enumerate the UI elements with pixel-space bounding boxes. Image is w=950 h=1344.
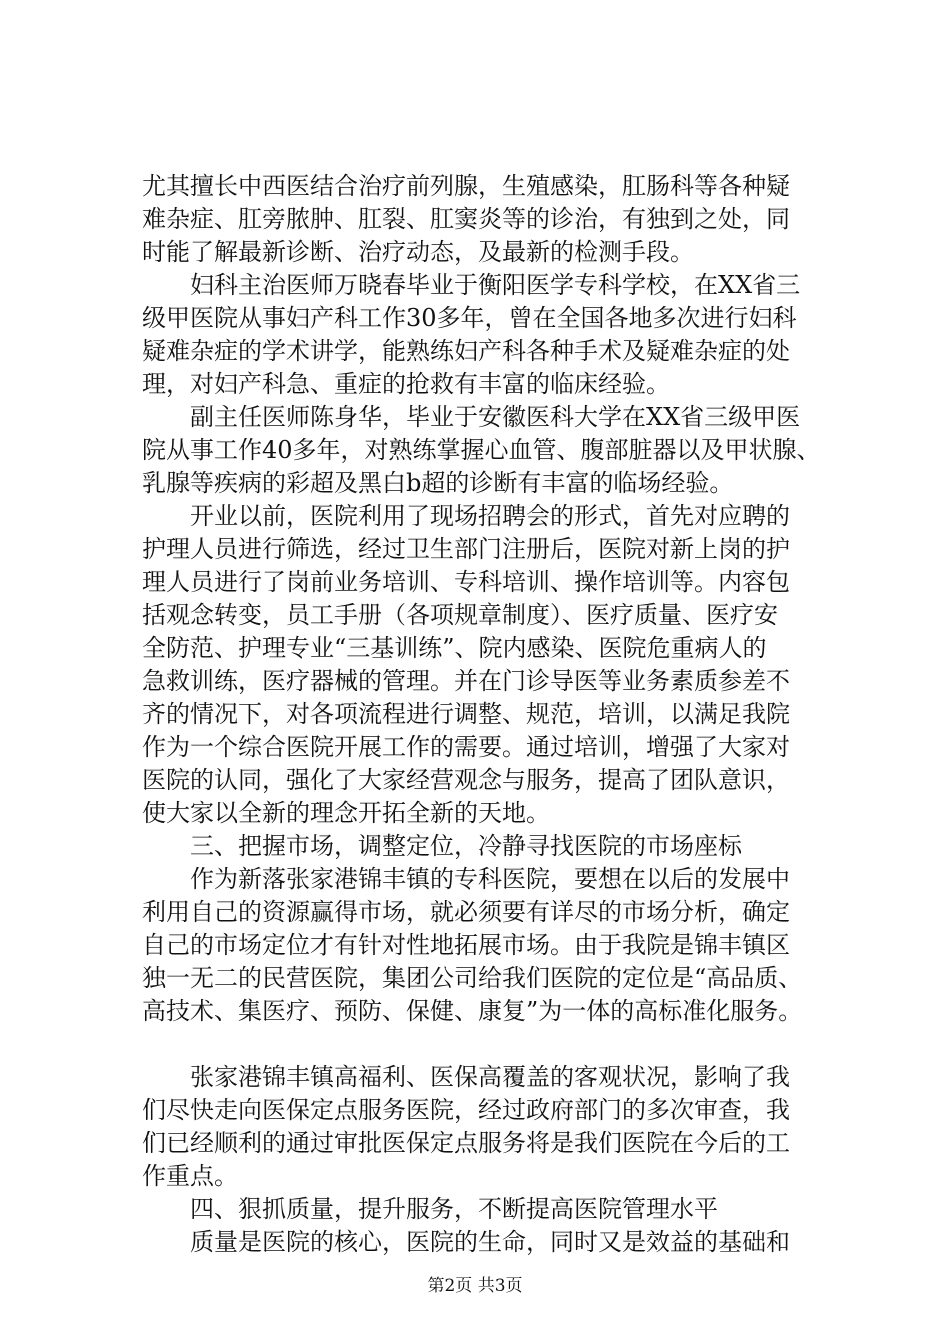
text-line: 护理人员进行筛选，经过卫生部门注册后，医院对新上岗的护: [142, 535, 790, 563]
text-line: 急救训练，医疗器械的管理。并在门诊导医等业务素质参差不: [142, 667, 790, 695]
text-line: 使大家以全新的理念开拓全新的天地。: [142, 799, 550, 827]
text-line: 作为一个综合医院开展工作的需要。通过培训，增强了大家对: [142, 733, 790, 761]
section-heading: 三、把握市场，调整定位，冷静寻找医院的市场座标: [190, 832, 742, 860]
text-line: 们尽快走向医保定点服务医院，经过政府部门的多次审查，我: [142, 1096, 790, 1124]
text-line: 时能了解最新诊断、治疗动态，及最新的检测手段。: [142, 238, 694, 266]
text-line: 乳腺等疾病的彩超及黑白b超的诊断有丰富的临场经验。: [142, 469, 734, 497]
text-line: 们已经顺利的通过审批医保定点服务将是我们医院在今后的工: [142, 1129, 790, 1157]
body-text: [142, 170, 850, 1259]
page-footer: 第2页 共3页: [427, 1276, 523, 1296]
text-line: 难杂症、肛旁脓肿、肛裂、肛窦炎等的诊治，有独到之处，同: [142, 205, 790, 233]
text-line: 疑难杂症的学术讲学，能熟练妇产科各种手术及疑难杂症的处: [142, 337, 790, 365]
paragraph-start: 作为新落张家港锦丰镇的专科医院，要想在以后的发展中: [190, 865, 790, 893]
text-line: 利用自己的资源赢得市场，就必须要有详尽的市场分析，确定: [142, 898, 790, 926]
text-line: 括观念转变，员工手册（各项规章制度）、医疗质量、医疗安: [142, 601, 778, 629]
text-line: 院从事工作40多年，对熟练掌握心血管、腹部脏器以及甲状腺、: [142, 436, 821, 464]
text-line: 高技术、集医疗、预防、保健、康复”为一体的高标准化服务。: [142, 997, 803, 1025]
text-line: 理人员进行了岗前业务培训、专科培训、操作培训等。内容包: [142, 568, 790, 596]
text-line: 自己的市场定位才有针对性地拓展市场。由于我院是锦丰镇区: [142, 931, 790, 959]
text-line: 尤其擅长中西医结合治疗前列腺，生殖感染，肛肠科等各种疑: [142, 172, 790, 200]
text-line: 齐的情况下，对各项流程进行调整、规范，培训，以满足我院: [142, 700, 790, 728]
text-line: 独一无二的民营医院，集团公司给我们医院的定位是“高品质、: [142, 964, 803, 992]
section-heading: 四、狠抓质量，提升服务，不断提高医院管理水平: [190, 1195, 718, 1223]
paragraph-start: 质量是医院的核心，医院的生命，同时又是效益的基础和: [190, 1228, 790, 1256]
text-line: 级甲医院从事妇产科工作30多年，曾在全国各地多次进行妇科: [142, 304, 797, 332]
text-line: 理，对妇产科急、重症的抢救有丰富的临床经验。: [142, 370, 670, 398]
blank-line: [142, 1028, 850, 1061]
text-line: 全防范、护理专业“三基训练”、院内感染、医院危重病人的: [142, 634, 767, 662]
text-line: 医院的认同，强化了大家经营观念与服务，提高了团队意识，: [142, 766, 790, 794]
paragraph-start: 妇科主治医师万晓春毕业于衡阳医学专科学校，在XX省三: [190, 271, 801, 299]
paragraph-start: 副主任医师陈身华，毕业于安徽医科大学在XX省三级甲医: [190, 403, 801, 431]
paragraph-start: 张家港锦丰镇高福利、医保高覆盖的客观状况，影响了我: [190, 1063, 790, 1091]
text-line: 作重点。: [142, 1162, 238, 1190]
paragraph-start: 开业以前，医院利用了现场招聘会的形式，首先对应聘的: [190, 502, 790, 530]
